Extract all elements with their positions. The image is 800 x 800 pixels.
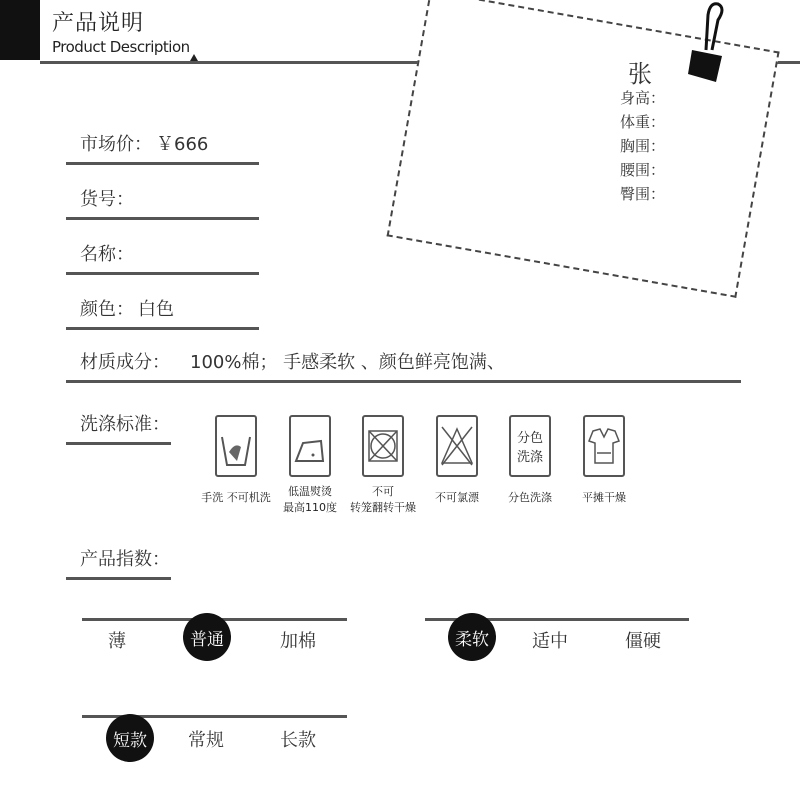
caption-line: 平摊干燥 xyxy=(582,491,626,504)
card-row-height: 身高： xyxy=(620,89,666,107)
card-row-chest: 胸围： xyxy=(620,137,666,155)
field-material xyxy=(66,348,741,383)
caption-line: 分色洗涤 xyxy=(508,491,552,504)
field-price xyxy=(66,130,259,165)
softness-option: 僵硬 xyxy=(625,631,661,652)
binder-clip-icon xyxy=(688,0,728,85)
icon-text: 分色 xyxy=(516,431,543,446)
card-name: 张 xyxy=(628,60,652,88)
field-color xyxy=(66,295,259,330)
page-title: 产品说明 xyxy=(52,11,145,36)
softness-selected: 柔软 xyxy=(448,613,496,661)
hand-wash-icon xyxy=(215,415,257,477)
iron-low-icon xyxy=(289,415,331,477)
card-row-waist: 腰围： xyxy=(620,161,666,179)
length-selected: 短款 xyxy=(106,714,154,762)
thickness-option: 薄 xyxy=(108,631,126,652)
length-option: 常规 xyxy=(188,730,224,751)
card-row-hip: 臀围： xyxy=(620,185,666,203)
caption-line: 不可氯漂 xyxy=(435,491,479,504)
caption-line: 不可 xyxy=(372,485,394,498)
care-caption xyxy=(270,484,350,516)
field-value: 白色 xyxy=(138,299,174,320)
caption-line: 转笼翻转干燥 xyxy=(350,501,416,514)
care-caption xyxy=(196,490,276,506)
page-subtitle: Product Description xyxy=(52,38,190,56)
dry-flat-icon xyxy=(583,415,625,477)
header-block xyxy=(0,0,40,60)
care-caption xyxy=(417,490,497,506)
care-label: 洗涤标准： xyxy=(66,410,171,445)
caption-line: 低温熨烫 xyxy=(288,485,332,498)
field-label: 名称： xyxy=(80,244,134,265)
care-caption xyxy=(343,484,423,516)
softness-option: 适中 xyxy=(532,631,568,652)
divider-marker xyxy=(190,54,198,61)
caption-line: 手洗 不可机洗 xyxy=(201,491,271,504)
no-tumble-dry-icon xyxy=(362,415,404,477)
care-caption xyxy=(490,490,570,506)
size-card-text xyxy=(620,62,665,206)
field-label: 材质成分： xyxy=(80,352,170,373)
field-value: ￥666 xyxy=(156,134,209,155)
wash-separately-icon xyxy=(509,415,551,477)
care-caption xyxy=(564,490,644,506)
no-bleach-icon xyxy=(436,415,478,477)
icon-text: 洗涤 xyxy=(516,450,543,465)
field-label: 市场价： xyxy=(80,134,152,155)
card-row-weight: 体重： xyxy=(620,113,666,131)
field-label: 颜色： xyxy=(80,299,134,320)
length-option: 长款 xyxy=(280,730,316,751)
field-value: 100%棉； 手感柔软 、颜色鲜亮饱满、 xyxy=(190,352,505,373)
index-label: 产品指数： xyxy=(66,545,171,580)
thickness-selected: 普通 xyxy=(183,613,231,661)
caption-line: 最高110度 xyxy=(283,501,337,514)
field-label: 货号： xyxy=(80,189,134,210)
thickness-option: 加棉 xyxy=(280,631,316,652)
field-item-no xyxy=(66,185,259,220)
field-name xyxy=(66,240,259,275)
